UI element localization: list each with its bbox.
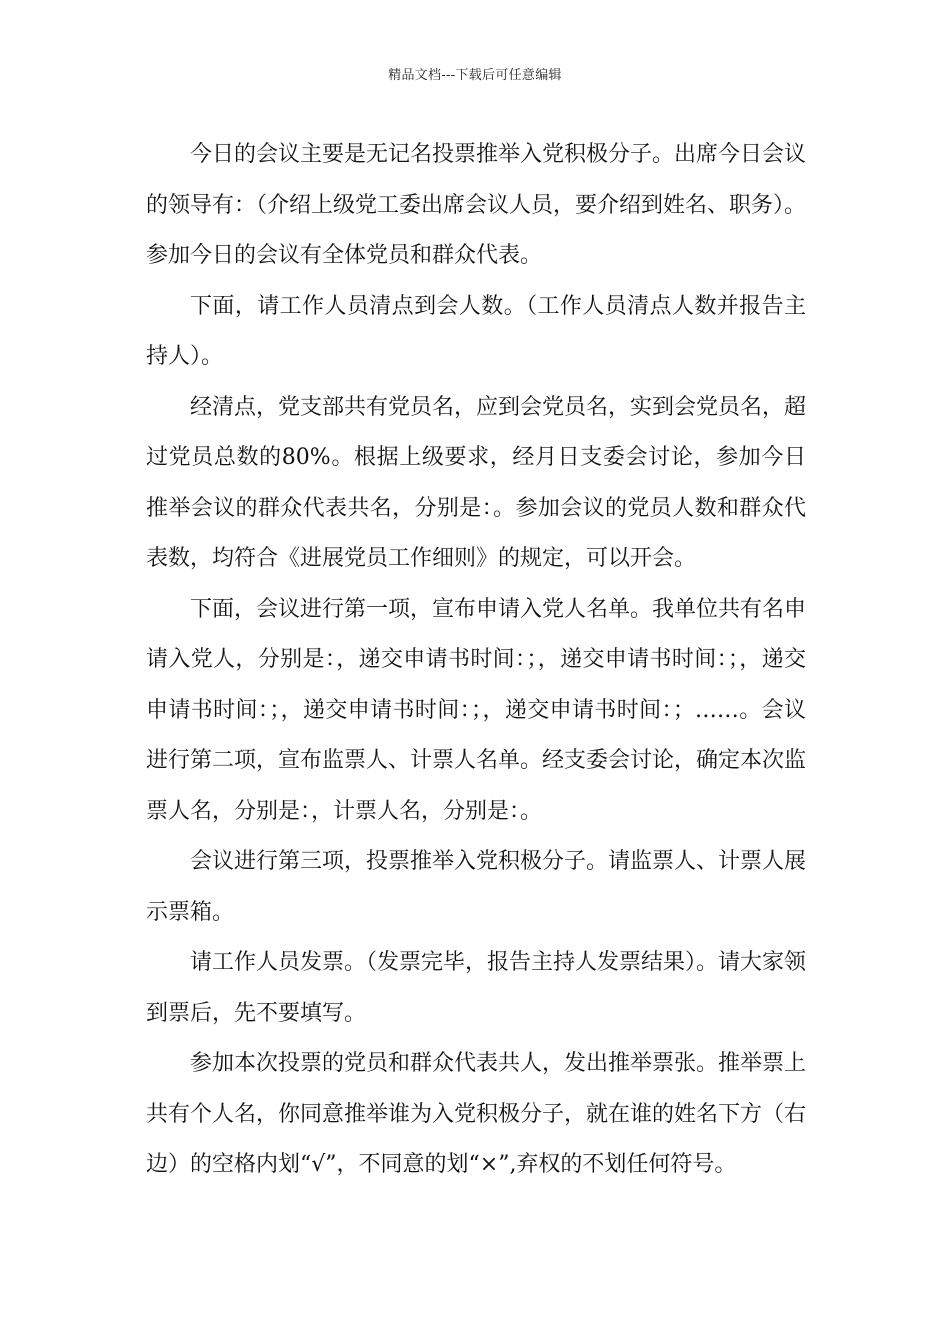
paragraph-voting-rules: 参加本次投票的党员和群众代表共人，发出推举票张。推举票上共有个人名，你同意推举谁为入党积极分子，就在谁的姓名下方（右边）的空格内划“√”，不同意的划“×”,弃权的不划任何符号。 <box>146 1051 807 1177</box>
paragraph-headcount: 下面，请工作人员清点到会人数。（工作人员清点人数并报告主持人）。 <box>146 293 806 369</box>
paragraph-ballot-box: 会议进行第三项，投票推举入党积极分子。请监票人、计票人展示票箱。 <box>146 849 807 925</box>
paragraph-distribute-ballots: 请工作人员发票。（发票完毕，报告主持人发票结果）。请大家领到票后，先不要填写。 <box>146 950 807 1026</box>
page-header: 精品文档---下载后可任意编辑 <box>388 68 562 83</box>
paragraph-meeting-intro: 今日的会议主要是无记名投票推举入党积极分子。出席今日会议的领导有：（介绍上级党工委出席会议人员，要介绍到姓名、职务）。参加今日的会议有全体党员和群众代表。 <box>146 142 807 268</box>
document-body <box>146 130 806 1191</box>
paragraph-attendance: 经清点，党支部共有党员名，应到会党员名，实到会党员名，超过党员总数的80%。根据上级要求，经月日支委会讨论，参加今日推举会议的群众代表共名，分别是：。参加会议的党员人数和群众代表数，均符合《进展党员工作细则》的规定，可以开会。 <box>146 394 807 571</box>
paragraph-applicants: 下面，会议进行第一项，宣布申请入党人名单。我单位共有名申请入党人，分别是：，递交申请书时间：；，递交申请书时间：；，递交申请书时间：；，递交申请书时间：；，递交申请书时间：；……。会议进行第二项，宣布监票人、计票人名单。经支委会讨论，确定本次监票人名，分别是：，计票人名，分别是：。 <box>146 596 807 824</box>
